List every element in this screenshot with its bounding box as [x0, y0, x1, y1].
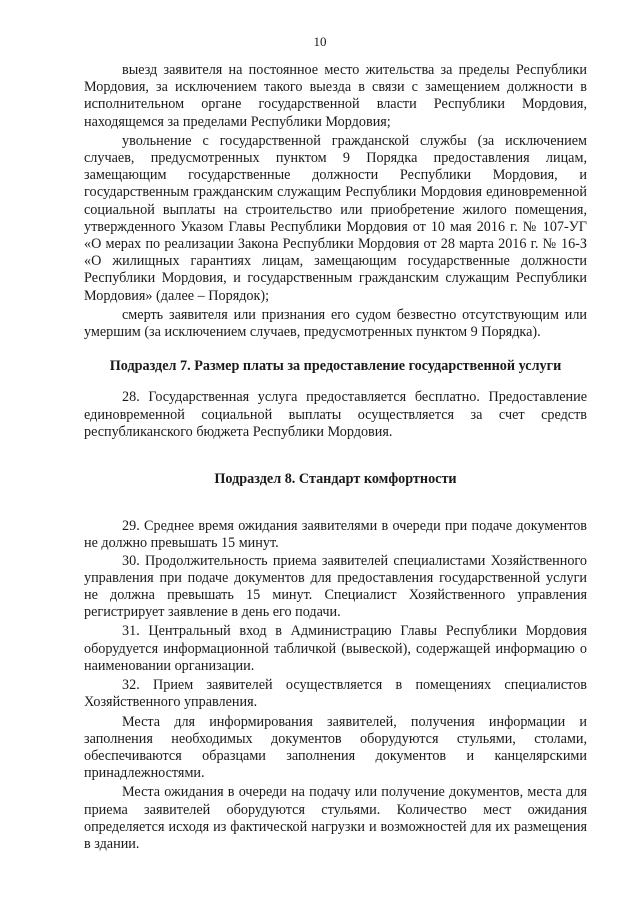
section-8-title: Подраздел 8. Стандарт комфортности: [214, 471, 457, 488]
paragraph-29: 29. Среднее время ожидания заявителями в очереди при подаче документов не должно превышать 15 минут.: [84, 518, 587, 552]
section-7-title: Подраздел 7. Размер платы за предоставление государственной услуги: [109, 358, 562, 375]
paragraph-info-places: Места для информирования заявителей, получения информации и заполнения необходимых документов оборудуются стульями, столами, обеспечиваются образцами заполнения документов и канцелярскими принадлежностями.: [84, 713, 587, 782]
document-body: [84, 62, 587, 853]
paragraph-28: 28. Государственная услуга предоставляется бесплатно. Предоставление единовременной социальной выплаты осуществляется за счет средств республиканского бюджета Республики Мордовия.: [84, 389, 587, 440]
paragraph-waiting-places: Места ожидания в очереди на подачу или получение документов, места для приема заявителей оборудуются стульями. Количество мест ожидания определяется исходя из фактической нагрузки и возможностей для их размещения в здании.: [84, 784, 587, 852]
paragraph-31: 31. Центральный вход в Администрацию Главы Республики Мордовия оборудуется информационной табличкой (вывеской), содержащей информацию о наименовании организации.: [84, 623, 587, 674]
page-number: 10: [313, 34, 327, 49]
paragraph-32: 32. Прием заявителей осуществляется в помещениях специалистов Хозяйственного управления.: [84, 677, 587, 711]
paragraph-dismissal: увольнение с государственной гражданской службы (за исключением случаев, предусмотренных пунктом 9 Порядка предоставления лицам, замещающим государственные должности Республики Мордовия, и государственным гражданским служащим Республики Мордовия единовременной социальной выплаты на строительство или приобретение жилого помещения, утвержденного Указом Главы Республики Мордовия от 10 мая 2016 г. № 107-УГ «О мерах по реализации Закона Республики Мордовия от 28 марта 2016 г. № 16-З «О жилищных гарантиях лицам, замещающим государственные должности Республики Мордовия, и государственным гражданским служащим Республики Мордовия» (далее – Порядок);: [84, 132, 587, 304]
paragraph-30: 30. Продолжительность приема заявителей специалистами Хозяйственного управления при подаче документов для предоставления государственной услуги не должна превышать 15 минут. Специалист Хозяйственного управления регистрирует заявление в день его подачи.: [84, 552, 587, 621]
paragraph-departure: выезд заявителя на постоянное место жительства за пределы Республики Мордовия, за исключением такого выезда в связи с замещением должности в исполнительном органе государственной власти Республики Мордовия, находящемся за пределами Республики Мордовия;: [84, 62, 587, 130]
paragraph-death: смерть заявителя или признания его судом безвестно отсутствующим или умершим (за исключением случаев, предусмотренных пунктом 9 Порядка).: [84, 306, 587, 341]
